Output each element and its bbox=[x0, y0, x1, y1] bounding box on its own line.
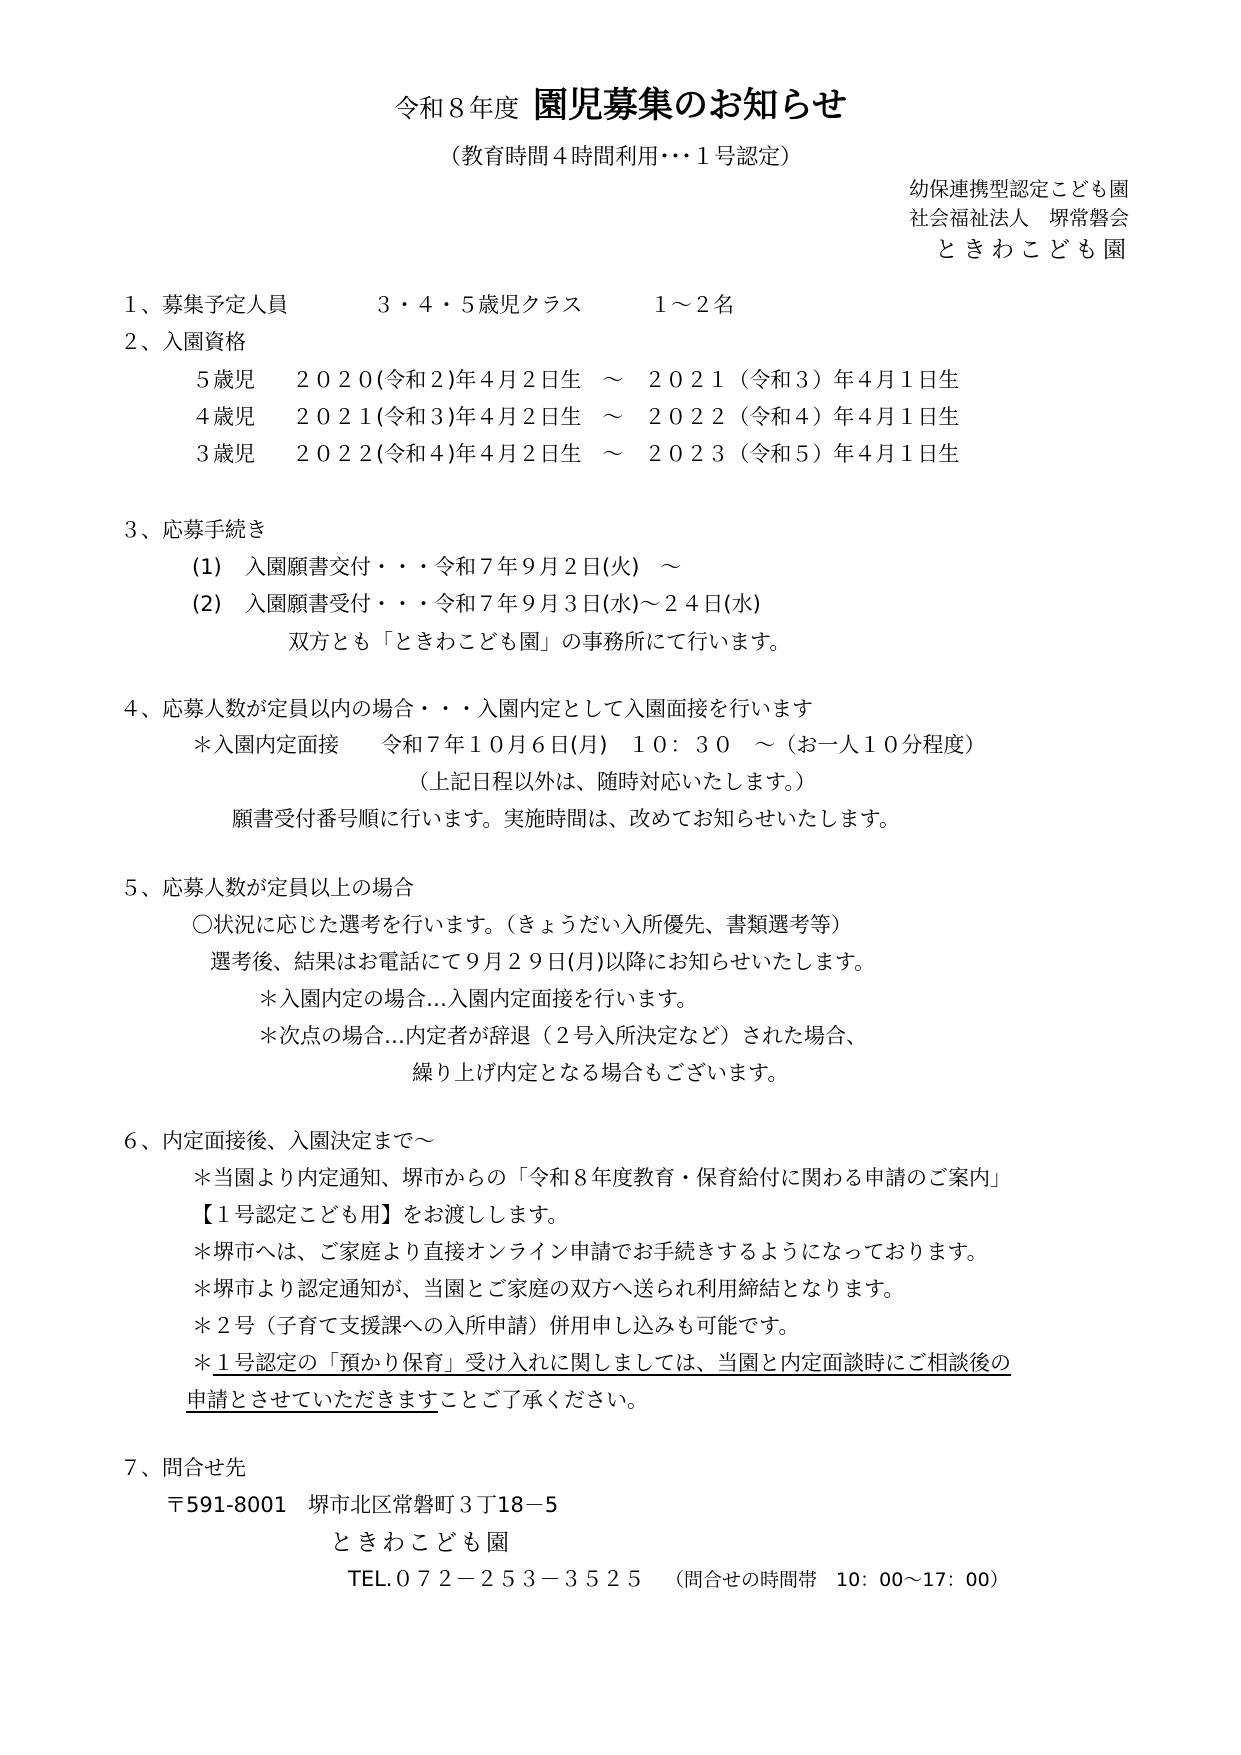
section3-heading: ３、応募手続き bbox=[120, 518, 267, 542]
eligibility-range-5: ２０２０(令和２)年４月２日生 ～ ２０２１（令和３）年４月１日生 bbox=[292, 368, 960, 392]
section6-heading: ６、内定面接後、入園決定まで～ bbox=[120, 1129, 435, 1153]
document-title bbox=[0, 78, 1241, 128]
line6-underlined: １号認定の「預かり保育」受け入れに関しましては、当園と内定面談時にご相談後の bbox=[213, 1351, 1011, 1375]
section4-heading: ４、応募人数が定員以内の場合・・・入園内定として入園面接を行います bbox=[120, 697, 813, 721]
post-interview-line3: ＊堺市へは、ご家庭より直接オンライン申請でお手続きするようになっております。 bbox=[192, 1240, 988, 1264]
selection-line5: 繰り上げ内定となる場合もございます。 bbox=[412, 1061, 789, 1085]
section1-count: １～２名 bbox=[650, 293, 734, 317]
procedure-item1-number: (1) bbox=[192, 555, 222, 579]
interview-note: （上記日程以外は、随時対応いたします。） bbox=[408, 770, 816, 794]
section7-heading: ７、問合せ先 bbox=[120, 1456, 246, 1480]
procedure-item2-text: 入園願書受付・・・令和７年９月３日(水)～２４日(水) bbox=[245, 592, 761, 616]
title-main: 園児募集のお知らせ bbox=[533, 86, 847, 126]
org-name: ときわこども園 bbox=[935, 237, 1131, 263]
procedure-item1-text: 入園願書交付・・・令和７年９月２日(火) ～ bbox=[245, 555, 682, 579]
interview-schedule: ＊入園内定面接 令和７年１０月６日(月) １０：３０ ～（お一人１０分程度） bbox=[192, 733, 986, 757]
selection-line3: ＊入園内定の場合…入園内定面接を行います。 bbox=[258, 987, 698, 1011]
line7-underlined: 申請とさせていただきます bbox=[186, 1388, 438, 1412]
section1-class: ３・４・５歳児クラス bbox=[373, 293, 583, 317]
post-interview-line7 bbox=[186, 1388, 648, 1413]
post-interview-line1: ＊当園より内定通知、堺市からの「令和８年度教育・保育給付に関わる申請のご案内」 bbox=[192, 1166, 1011, 1190]
contact-hours: （問合せの時間帯 10：00～17：00） bbox=[665, 1569, 1009, 1591]
post-interview-line2: 【１号認定こども用】をお渡しします。 bbox=[192, 1203, 569, 1227]
org-corporation: 社会福祉法人 堺常磐会 bbox=[909, 206, 1129, 230]
eligibility-range-3: ２０２２(令和４)年４月２日生 ～ ２０２３（令和５）年４月１日生 bbox=[292, 442, 960, 466]
selection-line4: ＊次点の場合…内定者が辞退（２号入所決定など）された場合、 bbox=[258, 1024, 867, 1048]
section1-heading: １、募集予定人員 bbox=[120, 293, 288, 317]
eligibility-range-4: ２０２１(令和３)年４月２日生 ～ ２０２２（令和４）年４月１日生 bbox=[292, 405, 960, 429]
post-interview-line4: ＊堺市より認定通知が、当園とご家庭の双方へ送られ利用締結となります。 bbox=[192, 1277, 905, 1301]
interview-order-note: 願書受付番号順に行います。実施時間は、改めてお知らせいたします。 bbox=[232, 807, 901, 831]
eligibility-age-5: ５歳児 bbox=[192, 368, 255, 392]
selection-line1: 〇状況に応じた選考を行います。（きょうだい入所優先、書類選考等） bbox=[192, 913, 852, 937]
selection-line2: 選考後、結果はお電話にて９月２９日(月)以降にお知らせいたします。 bbox=[210, 950, 876, 974]
contact-address: 〒591-8001 堺市北区常磐町３丁18－5 bbox=[165, 1493, 559, 1517]
section2-heading: ２、入園資格 bbox=[120, 330, 246, 354]
line6-prefix: ＊ bbox=[192, 1351, 213, 1375]
post-interview-line5: ＊２号（子育て支援課への入所申請）併用申し込みも可能です。 bbox=[192, 1314, 800, 1338]
procedure-item2-number: (2) bbox=[192, 592, 222, 616]
contact-tel: TEL.０７２－２５３－３５２５ bbox=[348, 1567, 645, 1591]
eligibility-age-3: ３歳児 bbox=[192, 442, 255, 466]
contact-name: ときわこども園 bbox=[330, 1530, 512, 1556]
section5-heading: ５、応募人数が定員以上の場合 bbox=[120, 876, 414, 900]
post-interview-line6 bbox=[192, 1351, 1011, 1376]
title-year: 令和８年度 bbox=[394, 94, 520, 123]
line7-rest: ことご了承ください。 bbox=[438, 1388, 648, 1412]
org-type: 幼保連携型認定こども園 bbox=[909, 177, 1129, 201]
procedure-note: 双方とも「ときわこども園」の事務所にて行います。 bbox=[288, 630, 791, 654]
subtitle: （教育時間４時間利用･･･１号認定） bbox=[438, 145, 802, 170]
eligibility-age-4: ４歳児 bbox=[192, 405, 255, 429]
